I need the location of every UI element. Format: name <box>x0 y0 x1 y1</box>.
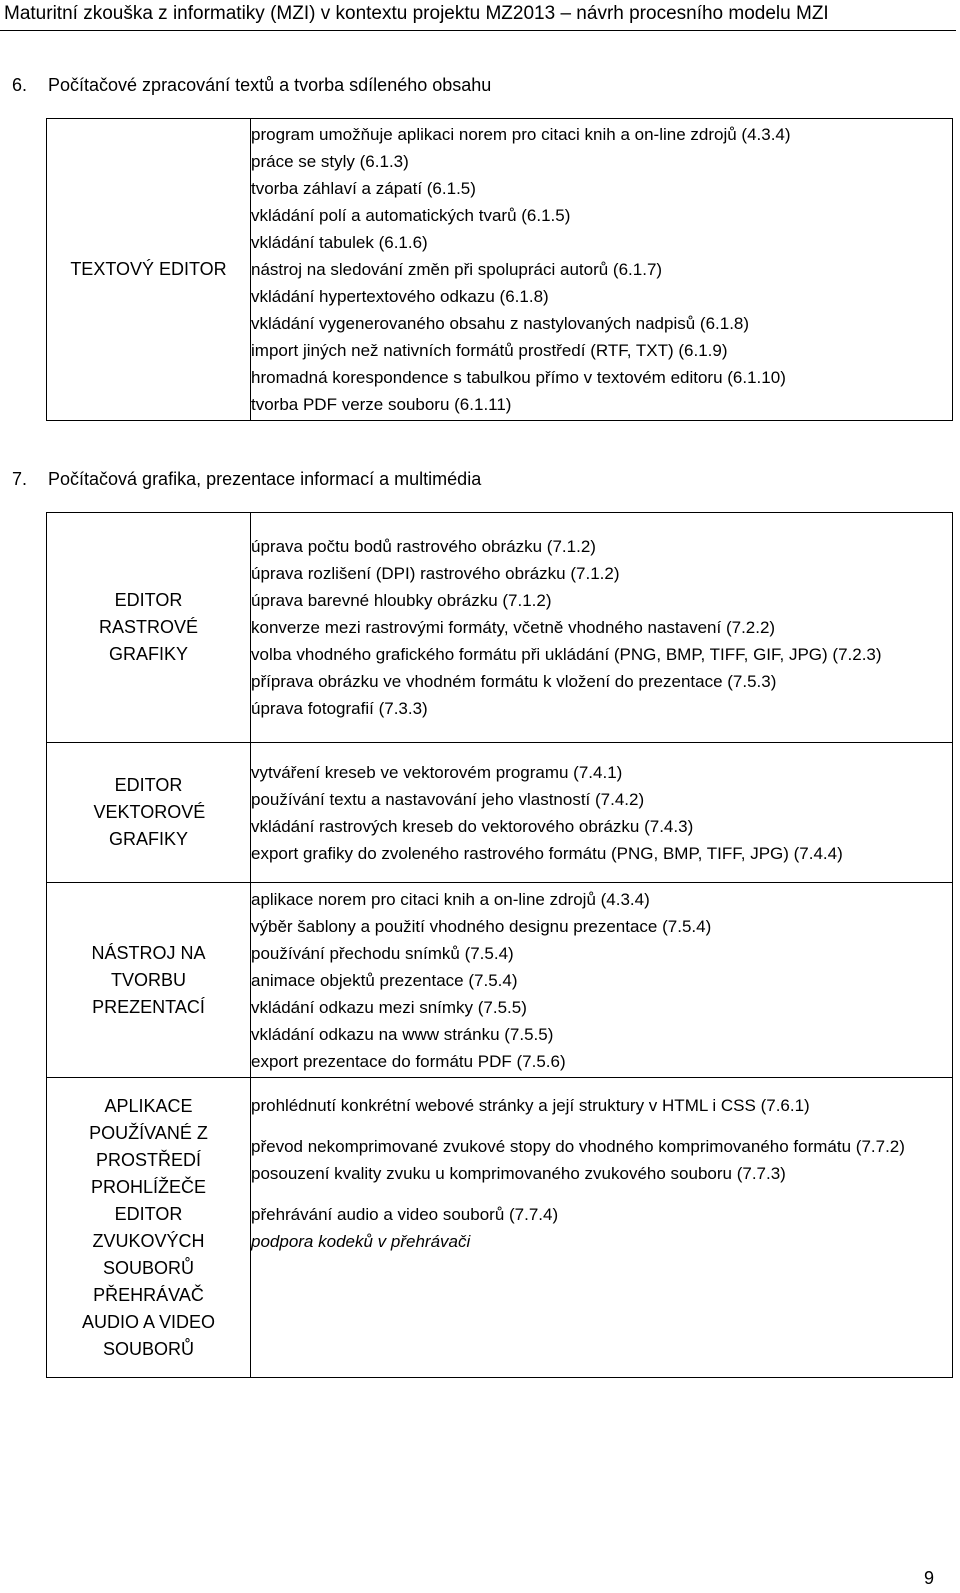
list-item: příprava obrázku ve vhodném formátu k vložení do prezentace (7.5.3) <box>251 672 777 691</box>
table-row <box>47 119 953 421</box>
table-row <box>47 513 953 743</box>
list-item: vkládání tabulek (6.1.6) <box>251 233 428 252</box>
list-item: výběr šablony a použití vhodného designu prezentace (7.5.4) <box>251 916 712 936</box>
table-row <box>47 883 953 1078</box>
list-item: program umožňuje aplikaci norem pro citaci knih a on-line zdrojů (4.3.4) <box>251 125 791 144</box>
list-item: export grafiky do zvoleného rastrového formátu (PNG, BMP, TIFF, JPG) (7.4.4) <box>251 843 843 863</box>
list-item: používání textu a nastavování jeho vlastností (7.4.2) <box>251 789 645 809</box>
list-item: import jiných než nativních formátů prostředí (RTF, TXT) (6.1.9) <box>251 341 728 360</box>
list-item: vkládání hypertextového odkazu (6.1.8) <box>251 287 549 306</box>
category-cell <box>47 743 251 883</box>
items-cell <box>251 743 953 883</box>
table-row <box>47 743 953 883</box>
category-cell <box>47 883 251 1078</box>
category-cell <box>47 513 251 743</box>
category-label: EDITOR ZVUKOVÝCH SOUBORŮ <box>92 1203 205 1278</box>
list-item: úprava fotografií (7.3.3) <box>251 699 428 718</box>
list-item: animace objektů prezentace (7.5.4) <box>251 970 518 990</box>
section-7-heading <box>12 468 481 490</box>
list-item: podpora kodeků v přehrávači <box>251 1232 471 1251</box>
list-item: vytváření kreseb ve vektorovém programu (7.4.1) <box>251 762 623 782</box>
list-item: vkládání vygenerovaného obsahu z nastylovaných nadpisů (6.1.8) <box>251 314 750 333</box>
section-6-title: Počítačové zpracování textů a tvorba sdíleného obsahu <box>48 75 492 95</box>
list-item: nástroj na sledování změn při spolupráci autorů (6.1.7) <box>251 260 663 279</box>
list-item: konverze mezi rastrovými formáty, včetně vhodného nastavení (7.2.2) <box>251 618 776 637</box>
list-item: vkládání odkazu na www stránku (7.5.5) <box>251 1024 554 1044</box>
list-item: hromadná korespondence s tabulkou přímo v textovém editoru (6.1.10) <box>251 368 786 387</box>
items-cell <box>251 513 953 743</box>
category-cell: TEXTOVÝ EDITOR <box>47 119 251 421</box>
list-item: vkládání odkazu mezi snímky (7.5.5) <box>251 997 527 1017</box>
items-cell <box>251 883 953 1078</box>
list-item: úprava počtu bodů rastrového obrázku (7.1.2) <box>251 537 596 556</box>
category-label: EDITOR VEKTOROVÉ GRAFIKY <box>93 775 206 849</box>
list-item: export prezentace do formátu PDF (7.5.6) <box>251 1051 566 1071</box>
table-row <box>47 1078 953 1378</box>
page-number: 9 <box>923 1568 934 1588</box>
list-item: tvorba záhlaví a zápatí (6.1.5) <box>251 179 476 198</box>
items-cell <box>251 1078 953 1378</box>
list-item: vkládání polí a automatických tvarů (6.1.5) <box>251 206 571 225</box>
list-item: úprava rozlišení (DPI) rastrového obrázku (7.1.2) <box>251 564 620 583</box>
section-6-number: 6. <box>12 75 28 95</box>
section-6-heading <box>12 74 491 96</box>
list-item: práce se styly (6.1.3) <box>251 152 409 171</box>
items-cell <box>251 119 953 421</box>
section-7-title: Počítačová grafika, prezentace informací a multimédia <box>48 469 482 489</box>
section-7-number: 7. <box>12 469 28 489</box>
section-6-table <box>46 118 953 421</box>
category-cell <box>47 1078 251 1378</box>
list-item: přehrávání audio a video souborů (7.7.4) <box>251 1205 559 1224</box>
list-item: používání přechodu snímků (7.5.4) <box>251 943 514 963</box>
page-header: Maturitní zkouška z informatiky (MZI) v kontextu projektu MZ2013 – návrh procesního modelu MZI <box>0 0 956 31</box>
category-label: APLIKACE POUŽÍVANÉ Z PROSTŘEDÍ PROHLÍŽEČE <box>89 1095 208 1197</box>
list-item: volba vhodného grafického formátu při ukládání (PNG, BMP, TIFF, GIF, JPG) (7.2.3) <box>251 645 882 664</box>
category-label: PŘEHRÁVAČ AUDIO A VIDEO SOUBORŮ <box>81 1284 216 1359</box>
list-item: tvorba PDF verze souboru (6.1.11) <box>251 395 512 414</box>
list-item: posouzení kvality zvuku u komprimovaného zvukového souboru (7.7.3) <box>251 1164 786 1183</box>
list-item: převod nekomprimované zvukové stopy do vhodného komprimovaného formátu (7.7.2) <box>251 1137 905 1156</box>
category-label: NÁSTROJ NA TVORBU PREZENTACÍ <box>91 942 206 1017</box>
list-item: vkládání rastrových kreseb do vektorového obrázku (7.4.3) <box>251 816 694 836</box>
section-7-table <box>46 512 953 1378</box>
list-item: aplikace norem pro citaci knih a on-line zdrojů (4.3.4) <box>251 889 650 909</box>
list-item: prohlédnutí konkrétní webové stránky a její struktury v HTML i CSS (7.6.1) <box>251 1096 810 1115</box>
list-item: úprava barevné hloubky obrázku (7.1.2) <box>251 591 552 610</box>
category-label: EDITOR RASTROVÉ GRAFIKY <box>98 590 199 664</box>
